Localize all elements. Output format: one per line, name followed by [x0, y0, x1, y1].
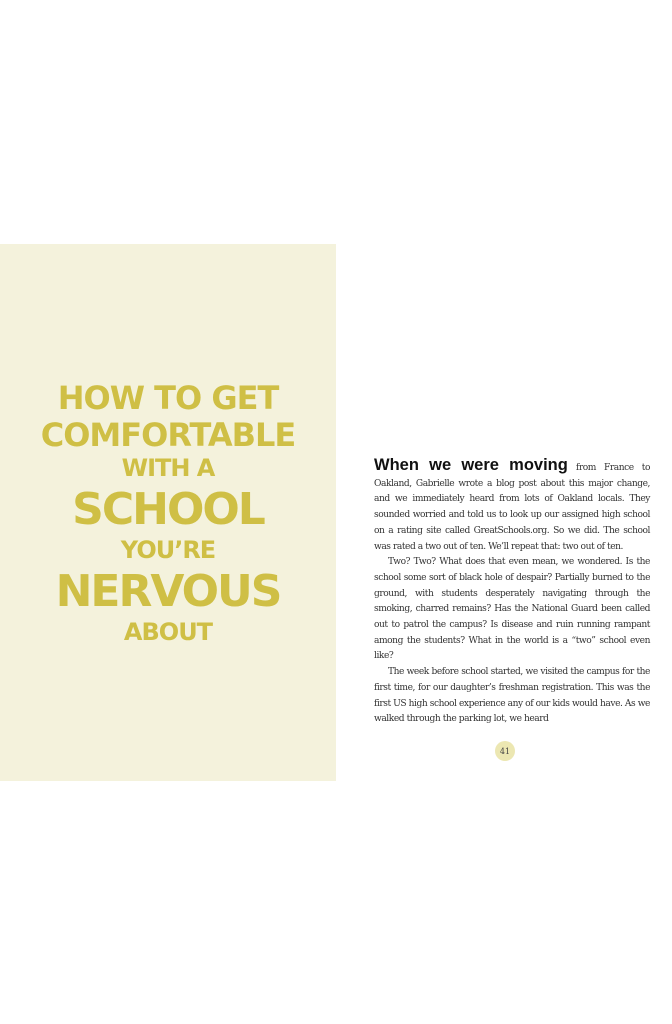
chapter-headline [0, 379, 336, 652]
paragraph-1 [374, 458, 650, 555]
paragraph-3: The week before school started, we visited the campus for the first time, for our daughter’s freshman registration. This was the first US high school experience any of our kids would have. As we walked through the parking lot, we heard [374, 667, 650, 725]
headline-line-2: COMFORTABLE [40, 416, 296, 454]
headline-line-4: SCHOOL [72, 484, 264, 535]
headline-line-1: HOW TO GET [57, 379, 279, 417]
paragraph-2: Two? Two? What does that even mean, we wondered. Is the school some sort of black hole of despair? Partially burned to the ground, with students desperately navigating through the smoking, charred remains? Has the National Guard been called out to patrol the campus? Is disease and ruin running rampant among the students? What in the world is a “two” school even like? [374, 557, 650, 662]
headline-line-3: WITH A [121, 454, 215, 482]
page-number: 41 [495, 741, 515, 761]
headline-line-7: ABOUT [123, 618, 213, 646]
headline-line-6: NERVOUS [55, 566, 281, 617]
body-text [374, 458, 650, 728]
headline-line-5: YOU’RE [120, 536, 216, 564]
paragraph-1-text: from France to Oakland, Gabrielle wrote a blog post about this major change, and we immediately heard from lots of Oakland locals. They sounded worried and told us to look up our assigned high school on a rating site called GreatSchools.org. So we did. The school was rated a two out of ten. We’ll repeat that: two out of ten. [374, 463, 650, 552]
lead-in-text: When we were moving [374, 456, 568, 474]
